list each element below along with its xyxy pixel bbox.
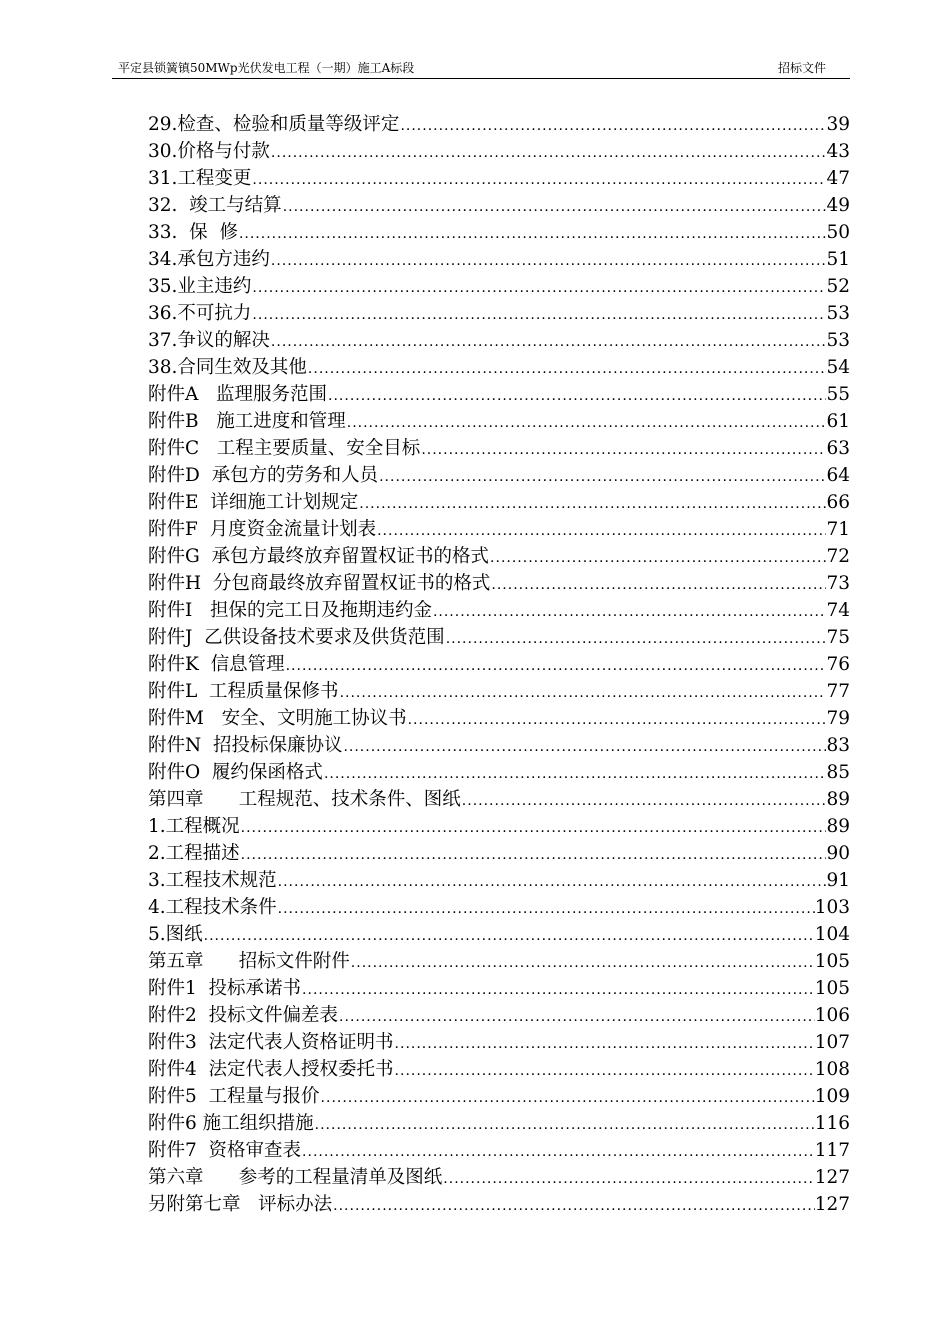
toc-entry-page-number: 73	[826, 573, 850, 594]
table-of-contents	[148, 111, 850, 1218]
toc-dot-leader	[332, 1193, 815, 1220]
toc-entry-title: 附件G 承包方最终放弃留置权证书的格式	[148, 546, 490, 567]
toc-entry-title: 4.工程技术条件	[148, 897, 277, 918]
toc-entry[interactable]	[148, 435, 850, 462]
toc-entry[interactable]	[148, 165, 850, 192]
toc-dot-leader	[378, 464, 826, 491]
toc-entry-page-number: 117	[814, 1140, 850, 1161]
toc-entry-title: 30.价格与付款	[148, 141, 270, 162]
toc-entry-page-number: 53	[826, 303, 850, 324]
toc-entry-page-number: 54	[826, 357, 850, 378]
toc-entry-title: 附件L 工程质量保修书	[148, 681, 339, 702]
toc-dot-leader	[399, 113, 826, 140]
toc-entry[interactable]	[148, 489, 850, 516]
toc-entry[interactable]	[148, 300, 850, 327]
toc-dot-leader	[301, 977, 815, 1004]
toc-dot-leader	[358, 491, 826, 518]
toc-entry[interactable]	[148, 516, 850, 543]
toc-dot-leader	[420, 437, 826, 464]
toc-dot-leader	[346, 410, 827, 437]
toc-entry-title: 第六章 参考的工程量清单及图纸	[148, 1167, 443, 1188]
toc-entry-title: 36.不可抗力	[148, 303, 252, 324]
toc-dot-leader	[342, 734, 826, 761]
toc-dot-leader	[489, 545, 826, 572]
toc-entry-page-number: 39	[826, 114, 850, 135]
toc-entry[interactable]	[148, 921, 850, 948]
toc-entry[interactable]	[148, 840, 850, 867]
toc-entry[interactable]	[148, 138, 850, 165]
toc-entry-page-number: 116	[814, 1113, 850, 1134]
toc-entry-page-number: 89	[826, 816, 850, 837]
toc-entry[interactable]	[148, 111, 850, 138]
toc-entry[interactable]	[148, 705, 850, 732]
toc-dot-leader	[285, 653, 827, 680]
toc-entry-page-number: 49	[826, 195, 850, 216]
toc-entry[interactable]	[148, 1056, 850, 1083]
toc-entry-page-number: 64	[826, 465, 850, 486]
toc-entry-title: 附件5 工程量与报价	[148, 1086, 320, 1107]
toc-dot-leader	[251, 167, 826, 194]
toc-entry[interactable]	[148, 408, 850, 435]
toc-entry[interactable]	[148, 1164, 850, 1191]
toc-entry[interactable]	[148, 732, 850, 759]
toc-entry-title: 29.检查、检验和质量等级评定	[148, 114, 400, 135]
toc-entry[interactable]	[148, 1083, 850, 1110]
toc-entry-title: 1.工程概况	[148, 816, 240, 837]
toc-entry-page-number: 127	[814, 1167, 850, 1188]
toc-entry-page-number: 43	[826, 141, 850, 162]
toc-entry[interactable]	[148, 678, 850, 705]
toc-entry[interactable]	[148, 948, 850, 975]
toc-dot-leader	[339, 680, 827, 707]
toc-entry-title: 附件1 投标承诺书	[148, 978, 302, 999]
toc-entry-title: 附件A 监理服务范围	[148, 384, 328, 405]
toc-dot-leader	[277, 896, 815, 923]
toc-entry-title: 35.业主违约	[148, 276, 252, 297]
toc-entry-title: 2.工程描述	[148, 843, 240, 864]
toc-entry[interactable]	[148, 219, 850, 246]
toc-dot-leader	[490, 572, 826, 599]
toc-dot-leader	[238, 221, 827, 248]
toc-entry-title: 38.合同生效及其他	[148, 357, 307, 378]
toc-entry[interactable]	[148, 246, 850, 273]
header-project-title: 平定县锁簧镇50MWp光伏发电工程（一期）施工A标段	[118, 61, 415, 75]
toc-entry-title: 附件6 施工组织措施	[148, 1113, 314, 1134]
toc-entry[interactable]	[148, 462, 850, 489]
toc-entry-title: 另附第七章 评标办法	[148, 1194, 333, 1215]
toc-entry-page-number: 74	[826, 600, 850, 621]
toc-dot-leader	[270, 329, 827, 356]
toc-entry-page-number: 66	[826, 492, 850, 513]
toc-entry-title: 第五章 招标文件附件	[148, 951, 350, 972]
toc-entry[interactable]	[148, 624, 850, 651]
toc-entry-title: 37.争议的解决	[148, 330, 270, 351]
toc-entry-page-number: 71	[826, 519, 850, 540]
toc-entry[interactable]	[148, 381, 850, 408]
toc-entry[interactable]	[148, 1137, 850, 1164]
toc-dot-leader	[461, 788, 827, 815]
toc-entry-title: 附件O 履约保函格式	[148, 762, 323, 783]
toc-entry[interactable]	[148, 1110, 850, 1137]
toc-entry-page-number: 109	[814, 1086, 850, 1107]
toc-dot-leader	[442, 1166, 814, 1193]
toc-dot-leader	[432, 599, 827, 626]
toc-entry-title: 附件I 担保的完工日及拖期违约金	[148, 600, 432, 621]
toc-dot-leader	[394, 1058, 815, 1085]
toc-dot-leader	[203, 923, 815, 950]
toc-entry-title: 附件H 分包商最终放弃留置权证书的格式	[148, 573, 491, 594]
toc-entry-page-number: 61	[826, 411, 850, 432]
toc-entry-title: 附件E 详细施工计划规定	[148, 492, 359, 513]
toc-dot-leader	[251, 275, 826, 302]
toc-entry[interactable]	[148, 597, 850, 624]
toc-entry-page-number: 72	[826, 546, 850, 567]
toc-dot-leader	[270, 248, 827, 275]
toc-dot-leader	[407, 707, 827, 734]
toc-dot-leader	[338, 1004, 815, 1031]
toc-dot-leader	[445, 626, 827, 653]
toc-entry-page-number: 63	[826, 438, 850, 459]
toc-entry[interactable]	[148, 354, 850, 381]
toc-entry-page-number: 51	[826, 249, 850, 270]
toc-entry-page-number: 108	[814, 1059, 850, 1080]
toc-entry-title: 5.图纸	[148, 924, 203, 945]
toc-entry-title: 附件3 法定代表人资格证明书	[148, 1032, 394, 1053]
toc-dot-leader	[314, 1112, 815, 1139]
toc-entry[interactable]	[148, 273, 850, 300]
toc-entry[interactable]	[148, 867, 850, 894]
toc-entry-title: 附件K 信息管理	[148, 654, 285, 675]
toc-entry-page-number: 77	[826, 681, 850, 702]
toc-entry[interactable]	[148, 192, 850, 219]
toc-entry-title: 附件4 法定代表人授权委托书	[148, 1059, 394, 1080]
toc-entry-title: 33. 保 修	[148, 222, 238, 243]
toc-entry-title: 附件2 投标文件偏差表	[148, 1005, 339, 1026]
header-document-type: 招标文件	[777, 61, 826, 75]
toc-entry[interactable]	[148, 1029, 850, 1056]
toc-dot-leader	[240, 842, 827, 869]
toc-entry-page-number: 105	[814, 951, 850, 972]
toc-entry[interactable]	[148, 570, 850, 597]
toc-dot-leader	[270, 140, 827, 167]
toc-entry-page-number: 85	[826, 762, 850, 783]
toc-entry-title: 31.工程变更	[148, 168, 252, 189]
toc-dot-leader	[277, 869, 827, 896]
page-header	[112, 58, 850, 79]
toc-entry-page-number: 104	[814, 924, 850, 945]
toc-dot-leader	[307, 356, 827, 383]
toc-entry[interactable]	[148, 894, 850, 921]
toc-entry[interactable]	[148, 975, 850, 1002]
toc-entry[interactable]	[148, 543, 850, 570]
toc-entry[interactable]	[148, 1002, 850, 1029]
toc-entry-page-number: 105	[814, 978, 850, 999]
toc-entry-title: 附件7 资格审查表	[148, 1140, 302, 1161]
toc-entry-page-number: 90	[826, 843, 850, 864]
toc-entry[interactable]	[148, 651, 850, 678]
toc-entry-page-number: 103	[814, 897, 850, 918]
toc-dot-leader	[251, 302, 826, 329]
toc-entry-title: 附件F 月度资金流量计划表	[148, 519, 377, 540]
toc-entry-page-number: 127	[814, 1194, 850, 1215]
toc-entry[interactable]	[148, 759, 850, 786]
toc-entry-page-number: 53	[826, 330, 850, 351]
toc-entry-title: 附件C 工程主要质量、安全目标	[148, 438, 421, 459]
toc-entry[interactable]	[148, 813, 850, 840]
toc-entry-title: 34.承包方违约	[148, 249, 270, 270]
toc-entry-page-number: 52	[826, 276, 850, 297]
toc-dot-leader	[376, 518, 826, 545]
toc-entry-title: 附件B 施工进度和管理	[148, 411, 346, 432]
toc-entry-title: 附件D 承包方的劳务和人员	[148, 465, 379, 486]
toc-entry-page-number: 55	[826, 384, 850, 405]
toc-dot-leader	[350, 950, 815, 977]
toc-entry-title: 附件M 安全、文明施工协议书	[148, 708, 407, 729]
toc-entry-page-number: 75	[826, 627, 850, 648]
toc-dot-leader	[301, 1139, 815, 1166]
toc-entry-page-number: 50	[826, 222, 850, 243]
toc-dot-leader	[327, 383, 826, 410]
toc-entry-page-number: 107	[814, 1032, 850, 1053]
toc-entry-title: 3.工程技术规范	[148, 870, 277, 891]
toc-entry-page-number: 91	[826, 870, 850, 891]
toc-entry-page-number: 47	[826, 168, 850, 189]
toc-entry-page-number: 106	[814, 1005, 850, 1026]
toc-entry-page-number: 83	[826, 735, 850, 756]
toc-entry-title: 32. 竣工与结算	[148, 195, 282, 216]
toc-dot-leader	[323, 761, 827, 788]
toc-entry[interactable]	[148, 1191, 850, 1218]
toc-dot-leader	[240, 815, 827, 842]
toc-dot-leader	[282, 194, 827, 221]
toc-entry-page-number: 79	[826, 708, 850, 729]
toc-entry-title: 第四章 工程规范、技术条件、图纸	[148, 789, 461, 810]
toc-entry-page-number: 76	[826, 654, 850, 675]
toc-dot-leader	[320, 1085, 815, 1112]
toc-entry[interactable]	[148, 786, 850, 813]
toc-entry-title: 附件J 乙供设备技术要求及供货范围	[148, 627, 445, 648]
toc-entry-title: 附件N 招投标保廉协议	[148, 735, 343, 756]
toc-dot-leader	[394, 1031, 815, 1058]
toc-entry[interactable]	[148, 327, 850, 354]
toc-entry-page-number: 89	[826, 789, 850, 810]
